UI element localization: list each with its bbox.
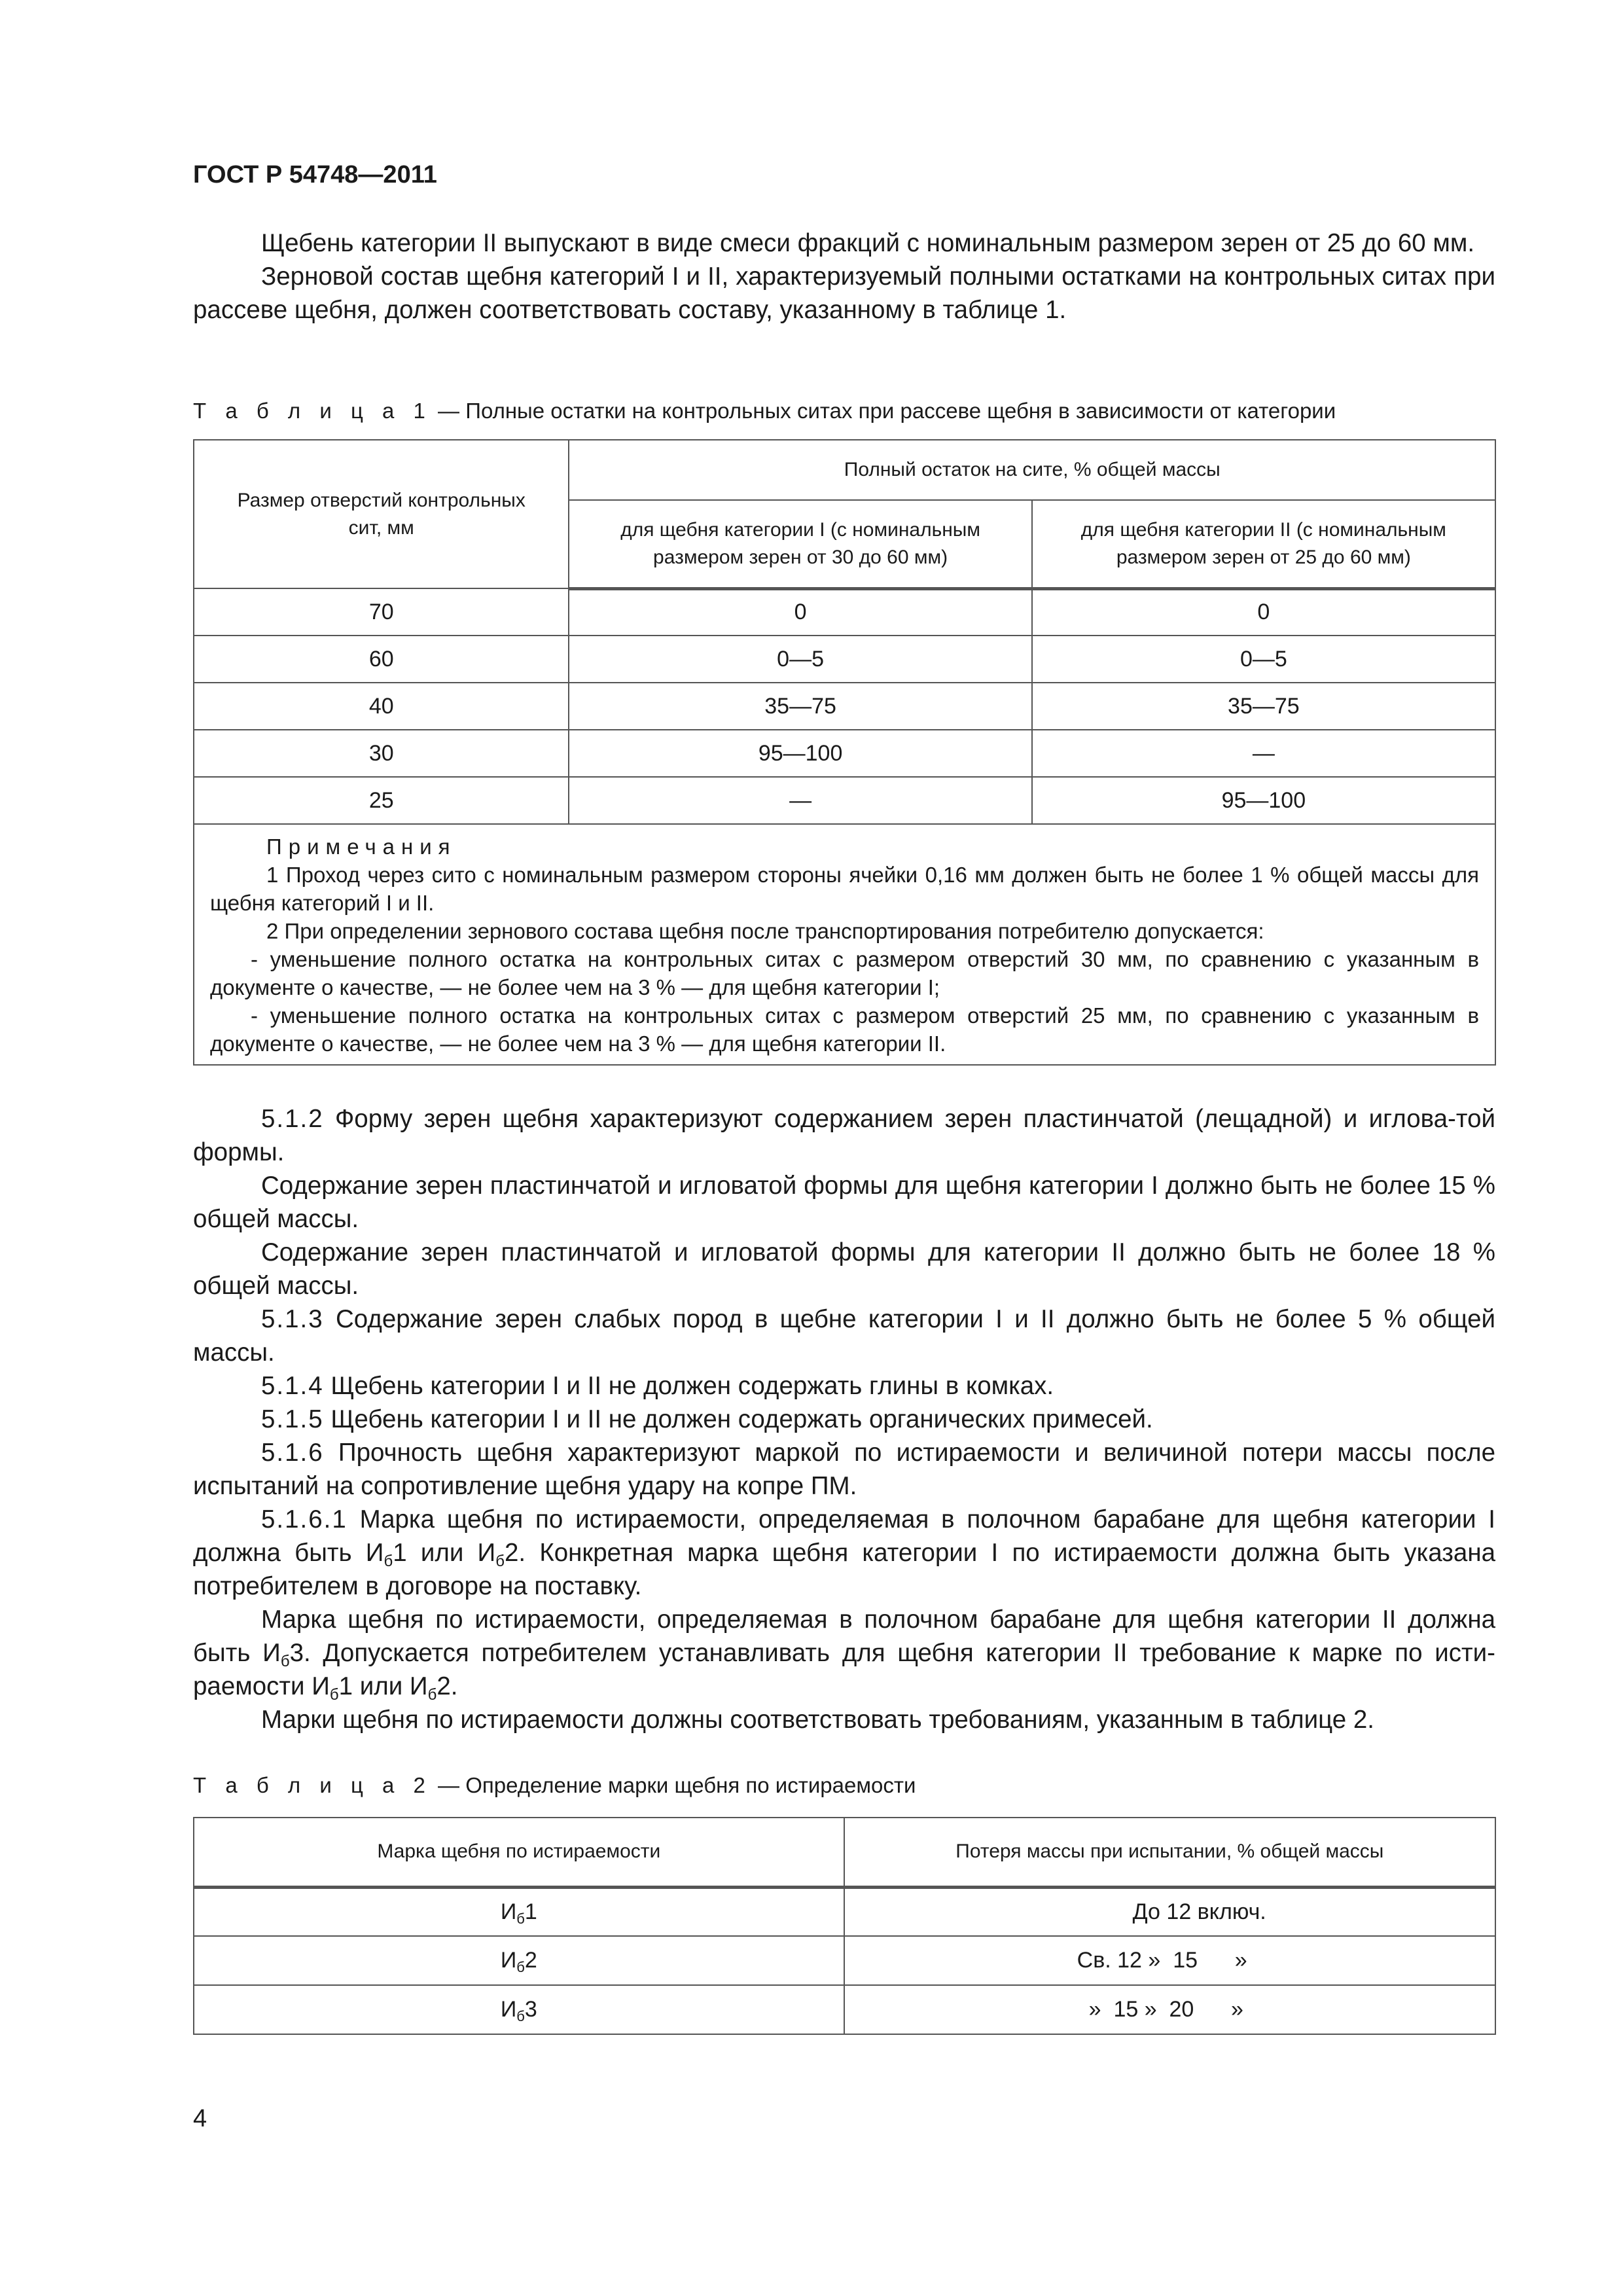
table1-caption	[193, 398, 1336, 424]
table-row	[194, 636, 1495, 683]
table-row	[194, 588, 1495, 636]
table2	[193, 1817, 1496, 2035]
paragraph: Марки щебня по истираемости должны соответствовать требованиям, указанным в таблице 2.	[261, 1706, 1374, 1734]
section-5-1-2-to-5-1-6	[193, 1102, 1495, 1736]
intro-text	[193, 226, 1495, 327]
mark-grade: 2	[524, 1948, 537, 1973]
note: 1 Проход через сито с номинальным размером стороны ячейки 0,16 мм должен быть не более 1 % общей массы для щебня категорий I и II.	[210, 863, 1479, 915]
table-cell	[194, 1936, 844, 1985]
table-cell: » 15 » 20 »	[844, 1985, 1495, 2034]
table-cell: 25	[194, 777, 569, 824]
paragraph-5-1-6-1	[193, 1503, 1495, 1603]
paragraph-text: Марка щебня по истираемости, определяемая в полочном барабане для щебня категории II должна быть И	[193, 1605, 1495, 1667]
table-cell	[194, 1887, 844, 1936]
mark-letter: И	[500, 1948, 517, 1973]
paragraph-text: 2. Конкретная марка щебня категории I по истираемости должна быть указана потребителем в договоре на поставку.	[193, 1539, 1496, 1600]
paragraph-5-1-6	[193, 1436, 1495, 1503]
clause-number: 5.1.5	[261, 1405, 324, 1433]
table2-header-mark: Марка щебня по истираемости	[194, 1818, 844, 1887]
table2-header-loss: Потеря массы при испытании, % общей массы	[844, 1818, 1495, 1887]
subscript: б	[280, 1653, 290, 1670]
paragraph: Зерновой состав щебня категорий I и II, характеризуемый полными остатками на контрольных ситах при рассеве щебня, должен соответствовать составу, указанному в таблице 1.	[193, 262, 1495, 324]
subscript: б	[383, 1552, 393, 1570]
paragraph: Щебень категории II выпускают в виде смеси фракций с номинальным размером зерен от 25 до 60 мм.	[261, 229, 1475, 257]
paragraph-text: 3. Допускается потребителем устанавливать для щебня категории II требование к марке по исти-раемости И	[193, 1639, 1495, 1700]
table-cell: 0—5	[569, 636, 1031, 683]
table-cell: —	[1032, 730, 1495, 777]
document-id: ГОСТ Р 54748—2011	[193, 161, 437, 188]
table-row	[194, 1985, 1495, 2034]
paragraph-text: Форму зерен щебня характеризуют содержанием зерен пластинчатой (лещадной) и иглова-той формы.	[193, 1105, 1495, 1166]
table1-header-cat2: для щебня категории II (с номинальным размером зерен от 25 до 60 мм)	[1032, 500, 1495, 588]
subscript: б	[329, 1686, 339, 1704]
table-row	[194, 777, 1495, 824]
mark-grade: 1	[524, 1899, 537, 1924]
notes-title: Примечания	[266, 834, 457, 859]
table1-header-cat1: для щебня категории I (с номинальным размером зерен от 30 до 60 мм)	[569, 500, 1031, 588]
table1-notes	[194, 824, 1495, 1065]
page-number: 4	[193, 2105, 207, 2132]
clause-number: 5.1.4	[261, 1372, 324, 1400]
table-cell: 30	[194, 730, 569, 777]
paragraph-5-1-4	[193, 1369, 1495, 1403]
table-cell: 35—75	[1032, 683, 1495, 730]
note: - уменьшение полного остатка на контрольных ситах с размером отверстий 25 мм, по сравнению с указанным в документе о качестве, — не более чем на 3 % — для щебня категории II.	[210, 1003, 1479, 1056]
paragraph-text: Содержание зерен слабых пород в щебне категории I и II должно быть не более 5 % общей массы.	[193, 1305, 1495, 1367]
paragraph-5-1-5	[193, 1403, 1495, 1436]
table1-header-sieve: Размер отверстий контрольных сит, мм	[194, 440, 569, 588]
table-cell: 0	[569, 588, 1031, 636]
paragraph-text: Щебень категории I и II не должен содержать органических примесей.	[323, 1405, 1153, 1433]
paragraph-text: 1 или И	[393, 1539, 496, 1567]
paragraph-text: Марка щебня по истираемости, определяемая в полочном барабане для щебня категории I должна быть И	[193, 1505, 1495, 1567]
table-cell: 95—100	[1032, 777, 1495, 824]
subscript: б	[427, 1686, 437, 1704]
table1-header-residue: Полный остаток на сите, % общей массы	[569, 440, 1495, 500]
table-cell: —	[569, 777, 1031, 824]
note: - уменьшение полного остатка на контрольных ситах с размером отверстий 30 мм, по сравнению с указанным в документе о качестве, — не более чем на 3 % — для щебня категории I;	[210, 947, 1479, 999]
table-cell: 95—100	[569, 730, 1031, 777]
subscript: б	[516, 1959, 525, 1975]
table-row	[194, 730, 1495, 777]
mark-grade: 3	[524, 1997, 537, 2022]
clause-number: 5.1.3	[261, 1305, 324, 1333]
note: 2 При определении зернового состава щебня после транспортирования потребителю допускается:	[266, 919, 1264, 943]
paragraph-5-1-3	[193, 1302, 1495, 1369]
paragraph: Содержание зерен пластинчатой и игловатой формы для категории II должно быть не более 18 % общей массы.	[193, 1238, 1495, 1300]
table1	[193, 439, 1496, 1066]
paragraph-text: Прочность щебня характеризуют маркой по истираемости и величиной потери массы после испытаний на сопротивление щебня удару на копре ПМ.	[193, 1439, 1495, 1500]
table-row	[194, 683, 1495, 730]
paragraph-5-1-2	[193, 1102, 1495, 1169]
table2-caption-text: — Определение марки щебня по истираемости	[431, 1773, 916, 1797]
table-cell: 70	[194, 588, 569, 636]
table-cell: 35—75	[569, 683, 1031, 730]
clause-number: 5.1.2	[261, 1105, 324, 1133]
mark-letter: И	[500, 1899, 517, 1924]
subscript: б	[516, 1910, 525, 1927]
table-cell: 40	[194, 683, 569, 730]
table-cell: 0	[1032, 588, 1495, 636]
table1-caption-label: Т а б л и ц а 1	[193, 399, 432, 423]
table-cell: До 12 включ.	[844, 1887, 1495, 1936]
clause-number: 5.1.6	[261, 1439, 324, 1467]
paragraph-text: 1 или И	[338, 1672, 428, 1700]
mark-letter: И	[500, 1997, 517, 2022]
table-cell: Св. 12 » 15 »	[844, 1936, 1495, 1985]
table2-caption	[193, 1772, 916, 1799]
table-row	[194, 1936, 1495, 1985]
paragraph-text: 2.	[437, 1672, 458, 1700]
table2-caption-label: Т а б л и ц а 2	[193, 1773, 432, 1797]
table-cell: 60	[194, 636, 569, 683]
subscript: б	[495, 1552, 505, 1570]
table-cell: 0—5	[1032, 636, 1495, 683]
table1-caption-text: — Полные остатки на контрольных ситах при рассеве щебня в зависимости от категории	[431, 399, 1336, 423]
table-cell	[194, 1985, 844, 2034]
clause-number: 5.1.6.1	[261, 1505, 348, 1534]
paragraph-text: Щебень категории I и II не должен содержать глины в комках.	[323, 1372, 1054, 1400]
table-row	[194, 1887, 1495, 1936]
paragraph	[193, 1603, 1495, 1703]
paragraph: Содержание зерен пластинчатой и игловатой формы для щебня категории I должно быть не более 15 % общей массы.	[193, 1172, 1495, 1233]
subscript: б	[516, 2008, 525, 2024]
